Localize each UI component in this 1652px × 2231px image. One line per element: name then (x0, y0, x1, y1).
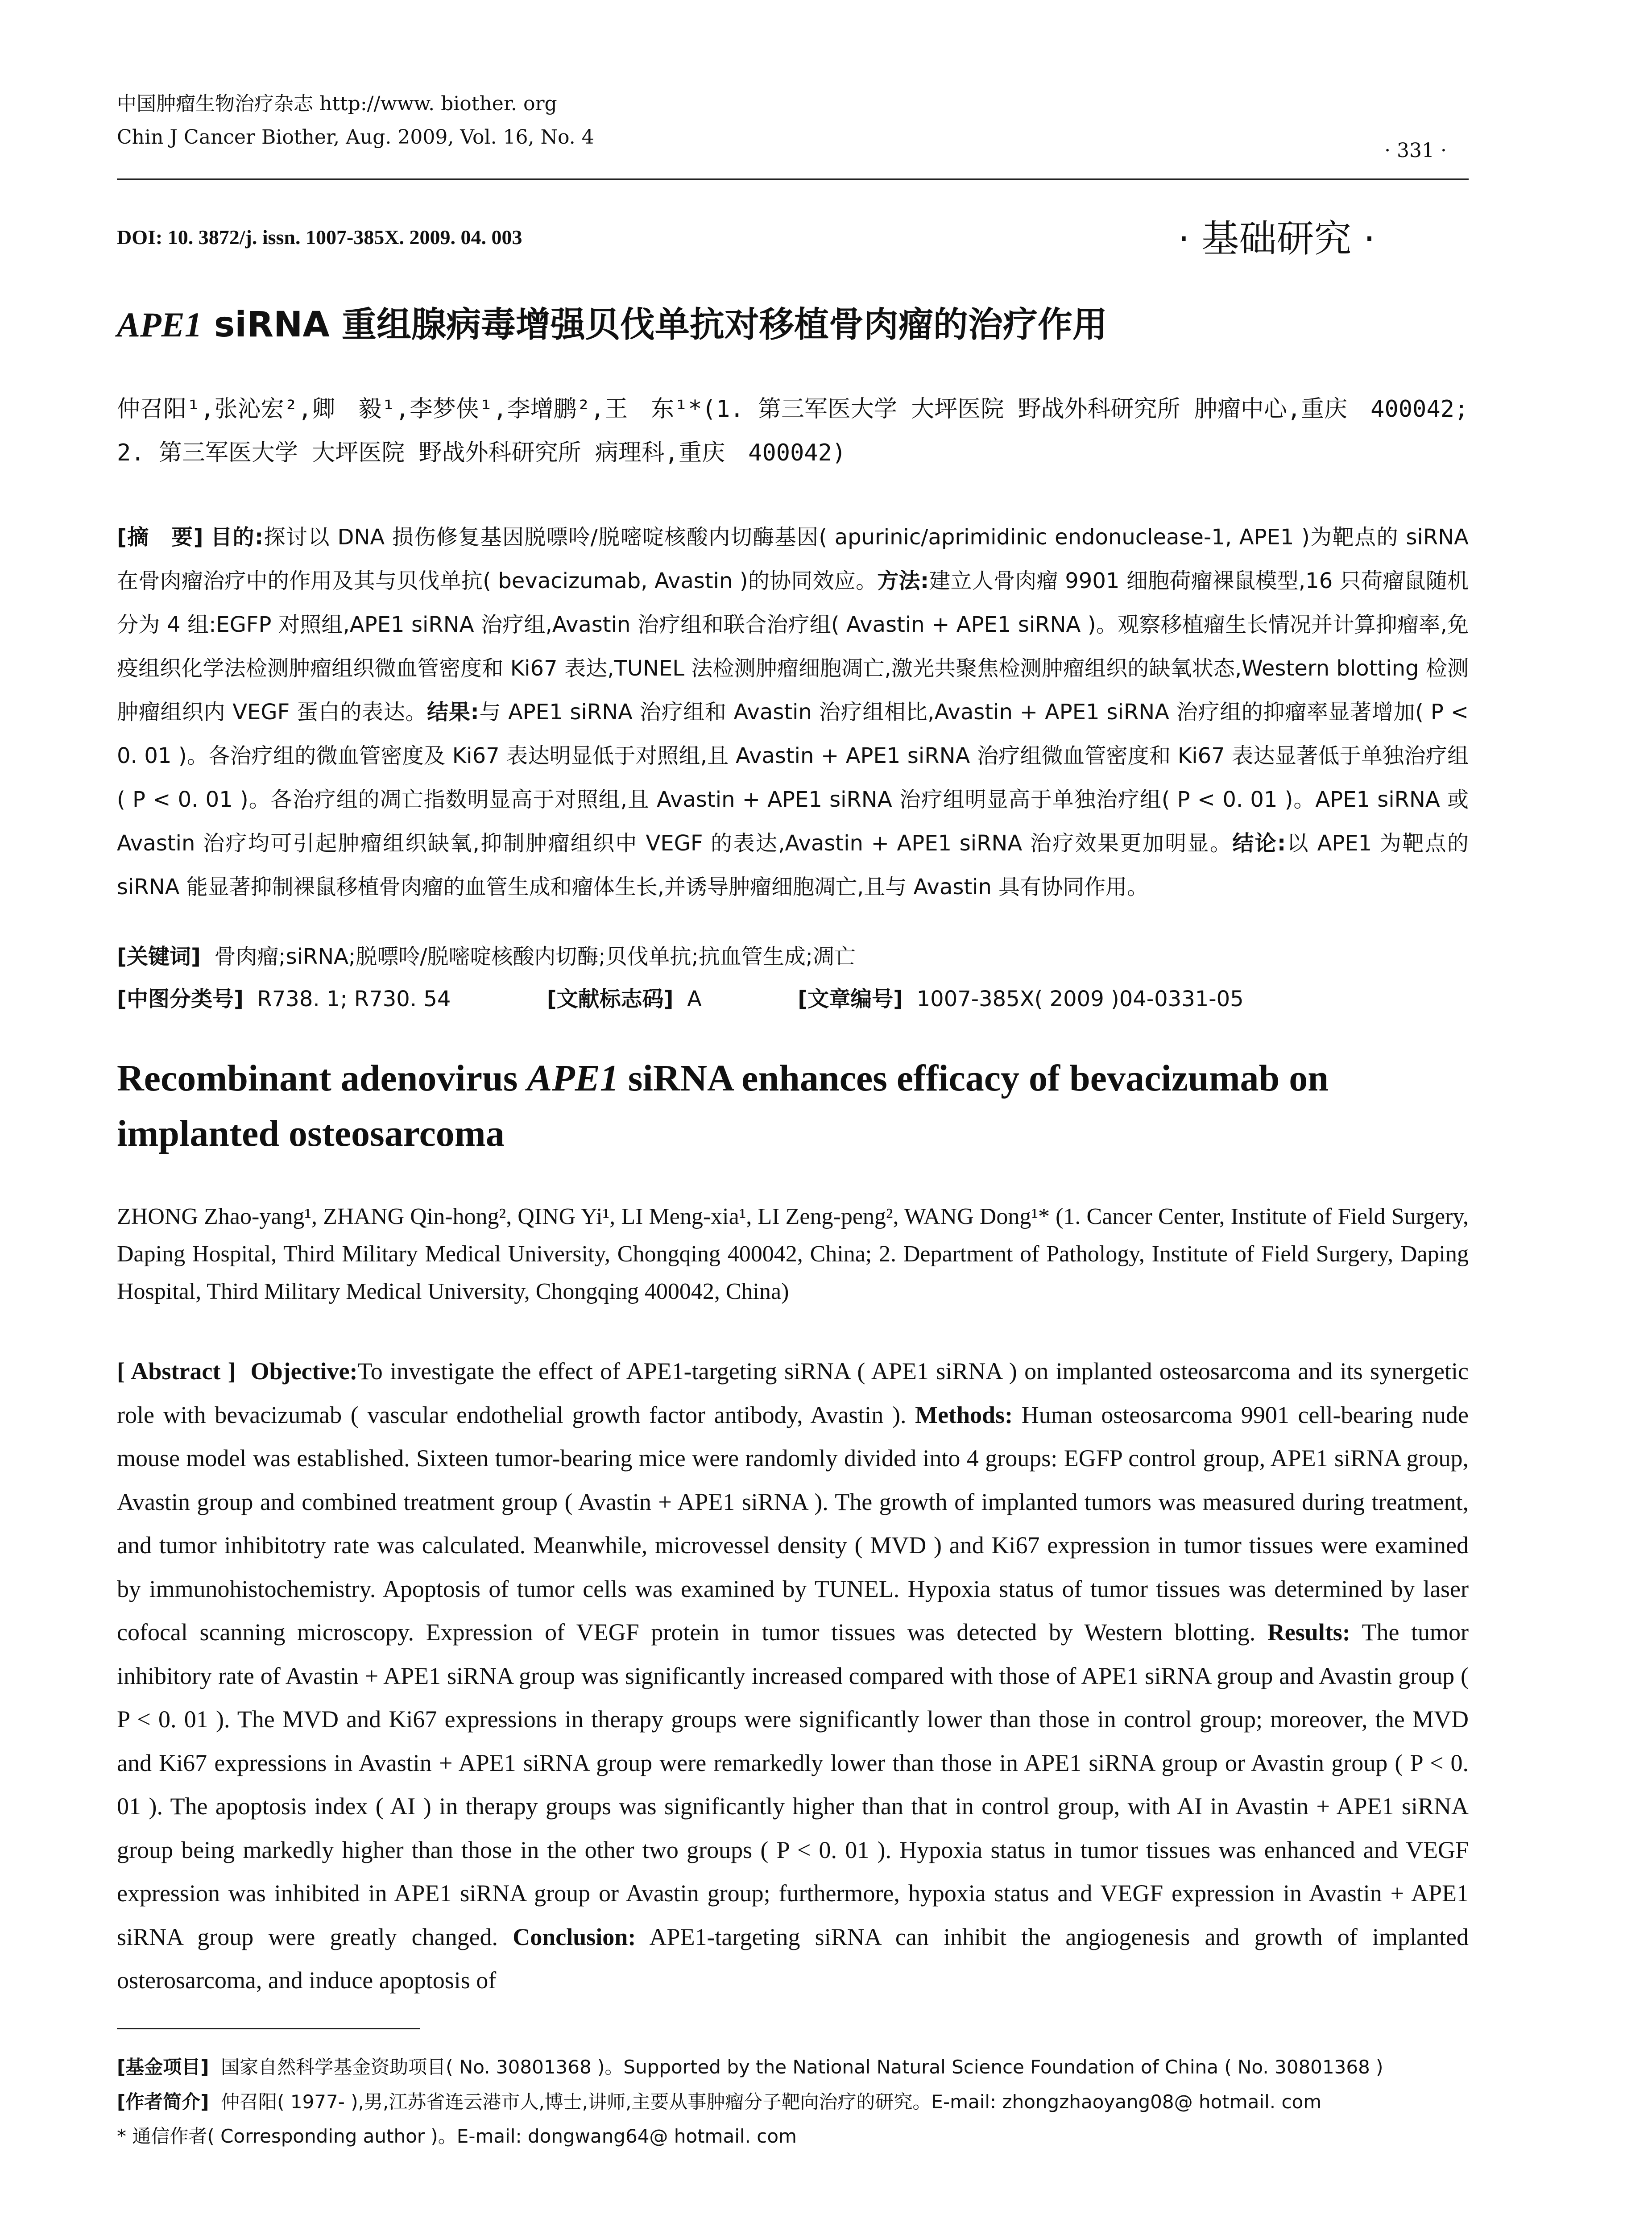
abstract-en-results-label: Results: (1267, 1619, 1350, 1646)
abstract-en-conclusion: APE1-targeting siRNA can inhibit the angiogenesis and growth of implanted osterosarcoma, and induce apoptosis of (117, 1923, 1469, 1994)
abstract-en-results: The tumor inhibitory rate of Avastin + APE1 siRNA group was significantly increased compared with those of APE1 siRNA group and Avastin group ( P < 0. 01 ). The MVD and Ki67 expressions in therapy groups were significantly lower than those in control group; moreover, the MVD and Ki67 expressions in Avastin + APE1 siRNA group were remarkedly lower than those in APE1 siRNA group or Avastin group ( P < 0. 01 ). The apoptosis index ( AI ) in therapy groups was significantly higher than that in control group, with AI in Avastin + APE1 siRNA group being markedly higher than those in the other two groups ( P < 0. 01 ). Hypoxia status in tumor tissues was enhanced and VEGF expression was inhibited in APE1 siRNA group or Avastin group; furthermore, hypoxia status and VEGF expression in Avastin + APE1 siRNA group were greatly changed. (117, 1619, 1469, 1950)
footnote-author (117, 2087, 1321, 2114)
doc-code-label: [文献标志码] (547, 987, 674, 1012)
doc-code-group (547, 987, 702, 1012)
keywords-cn-label: [关键词] (117, 944, 201, 969)
abstract-cn-objective: 探讨以 DNA 损伤修复基因脱嘌呤/脱嘧啶核酸内切酶基因( apurinic/aprimidinic endonuclease-1, APE1 )为靶点的 siRNA 在骨肉瘤治疗中的作用及其与贝伐单抗( bevacizumab, Avastin )的协同效应。 (117, 525, 1469, 593)
keywords-cn-text: 骨肉瘤;siRNA;脱嘌呤/脱嘧啶核酸内切酶;贝伐单抗;抗血管生成;凋亡 (214, 944, 856, 969)
abstract-en-objective-label: Objective: (250, 1358, 358, 1385)
abstract-cn-methods: 建立人骨肉瘤 9901 细胞荷瘤裸鼠模型,16 只荷瘤鼠随机分为 4 组:EGFP 对照组,APE1 siRNA 治疗组,Avastin 治疗组和联合治疗组( Avastin + APE1 siRNA )。观察移植瘤生长情况并计算抑瘤率,免疫组织化学法检测肿瘤组织微血管密度和 Ki67 表达,TUNEL 法检测肿瘤细胞凋亡,激光共聚焦检测肿瘤组织的缺氧状态,Western blotting 检测肿瘤组织内 VEGF 蛋白的表达。 (117, 568, 1469, 725)
title-cn-rest: siRNA 重组腺病毒增强贝伐单抗对移植骨肉瘤的治疗作用 (202, 305, 1107, 345)
footnote-fund (117, 2053, 1383, 2079)
abstract-cn-conclusion: 以 APE1 为靶点的 siRNA 能显著抑制裸鼠移植骨肉瘤的血管生成和瘤体生长,并诱导肿瘤细胞凋亡,且与 Avastin 具有协同作用。 (117, 831, 1469, 900)
abstract-en-conclusion-label: Conclusion: (513, 1923, 636, 1950)
footnote-fund-label: [基金项目] (117, 2056, 209, 2078)
footnote-author-label: [作者简介] (117, 2091, 209, 2113)
authors-cn: 仲召阳¹,张沁宏²,卿 毅¹,李梦侠¹,李增鹏²,王 东¹*(1. 第三军医大学 大坪医院 野战外科研究所 肿瘤中心,重庆 400042; 2. 第三军医大学 大坪医院 野战外科研究所 病理科,重庆 400042) (117, 396, 1469, 466)
title-en-gene: APE1 (527, 1057, 619, 1099)
abstract-en (117, 1350, 1469, 2003)
abstract-en-methods: Human osteosarcoma 9901 cell-bearing nude mouse model was established. Sixteen tumor-bearing mice were randomly divided into 4 groups: EGFP control group, APE1 siRNA group, Avastin group and combined treatment group ( Avastin + APE1 siRNA ). The growth of implanted tumors was measured during treatment, and tumor inhibitotry rate was calculated. Meanwhile, microvessel density ( MVD ) and Ki67 expression in tumor tissues were examined by immunohistochemistry. Apoptosis of tumor cells was examined by TUNEL. Hypoxia status of tumor tissues was determined by laser cofocal scanning microscopy. Expression of VEGF protein in tumor tissues was detected by Western blotting. (117, 1401, 1469, 1646)
article-number-group (798, 987, 1243, 1012)
page-number: · 331 · (1384, 139, 1447, 162)
article-number-value: 1007-385X( 2009 )04-0331-05 (916, 987, 1244, 1012)
footnote-author-text: 仲召阳( 1977- ),男,江苏省连云港市人,博士,讲师,主要从事肿瘤分子靶向治疗的研究。E-mail: zhongzhaoyang08@ hotmail. com (221, 2091, 1322, 2113)
footnote-fund-text: 国家自然科学基金资助项目( No. 30801368 )。Supported by the National Natural Science Foundation of China ( No. 30801368 ) (221, 2056, 1383, 2078)
abstract-en-label: [ Abstract ] (117, 1358, 236, 1385)
abstract-cn-results: 与 APE1 siRNA 治疗组和 Avastin 治疗组相比,Avastin + APE1 siRNA 治疗组的抑瘤率显著增加( P < 0. 01 )。各治疗组的微血管密度及 Ki67 表达明显低于对照组,且 Avastin + APE1 siRNA 治疗组微血管密度和 Ki67 表达显著低于单独治疗组( P < 0. 01 )。各治疗组的凋亡指数明显高于对照组,且 Avastin + APE1 siRNA 治疗组明显高于单独治疗组( P < 0. 01 )。APE1 siRNA 或 Avastin 治疗均可引起肿瘤组织缺氧,抑制肿瘤组织中 VEGF 的表达,Avastin + APE1 siRNA 治疗效果更加明显。 (117, 700, 1469, 856)
clc-group (117, 987, 451, 1012)
abstract-cn-results-label: 结果: (427, 700, 479, 725)
clc-value: R738. 1; R730. 54 (257, 987, 451, 1012)
title-en-part2: siRNA enhances efficacy of bevacizumab on implanted osteosarcoma (117, 1057, 1329, 1154)
footnote-corresponding: * 通信作者( Corresponding author )。E-mail: dongwang64@ hotmail. com (117, 2125, 797, 2147)
abstract-cn-label: [摘 要] (117, 525, 203, 550)
section-tag: · 基础研究 · (1178, 217, 1375, 261)
abstract-en-methods-label: Methods: (915, 1401, 1013, 1428)
authors-en: ZHONG Zhao-yang¹, ZHANG Qin-hong², QING Yi¹, LI Meng-xia¹, LI Zeng-peng², WANG Dong¹* (1. Cancer Center, Institute of Field Surgery, Daping Hospital, Third Military Medical University, Chongqing 400042, China; 2. Department of Pathology, Institute of Field Surgery, Daping Hospital, Third Military Medical University, Chongqing 400042, China) (117, 1204, 1469, 1304)
abstract-cn-objective-label: 目的: (211, 525, 264, 550)
header-rule (117, 178, 1469, 180)
abstract-cn-methods-label: 方法: (877, 568, 929, 593)
abstract-en-objective: To investigate the effect of APE1-targeting siRNA ( APE1 siRNA ) on implanted osteosarcoma and its synergetic role with bevacizumab ( vascular endothelial growth factor antibody, Avastin ). (117, 1358, 1469, 1428)
article-number-label: [文章编号] (798, 987, 903, 1012)
title-en-part1: Recombinant adenovirus (117, 1057, 527, 1099)
classification-line (117, 982, 1333, 1012)
title-cn-gene: APE1 (117, 305, 202, 344)
journal-citation-en: Chin J Cancer Biother, Aug. 2009, Vol. 16, No. 4 (117, 126, 594, 149)
doi: DOI: 10. 3872/j. issn. 1007-385X. 2009. 04. 003 (117, 226, 522, 249)
title-en (117, 1051, 1469, 1161)
journal-name-cn: 中国肿瘤生物治疗杂志 http://www. biother. org (117, 92, 557, 115)
footnote-rule (117, 2028, 420, 2029)
title-cn (117, 297, 1107, 347)
abstract-cn-conclusion-label: 结论: (1232, 831, 1286, 856)
clc-label: [中图分类号] (117, 987, 244, 1012)
keywords-cn (117, 939, 856, 970)
doc-code-value: A (687, 987, 702, 1012)
abstract-cn (117, 515, 1469, 909)
